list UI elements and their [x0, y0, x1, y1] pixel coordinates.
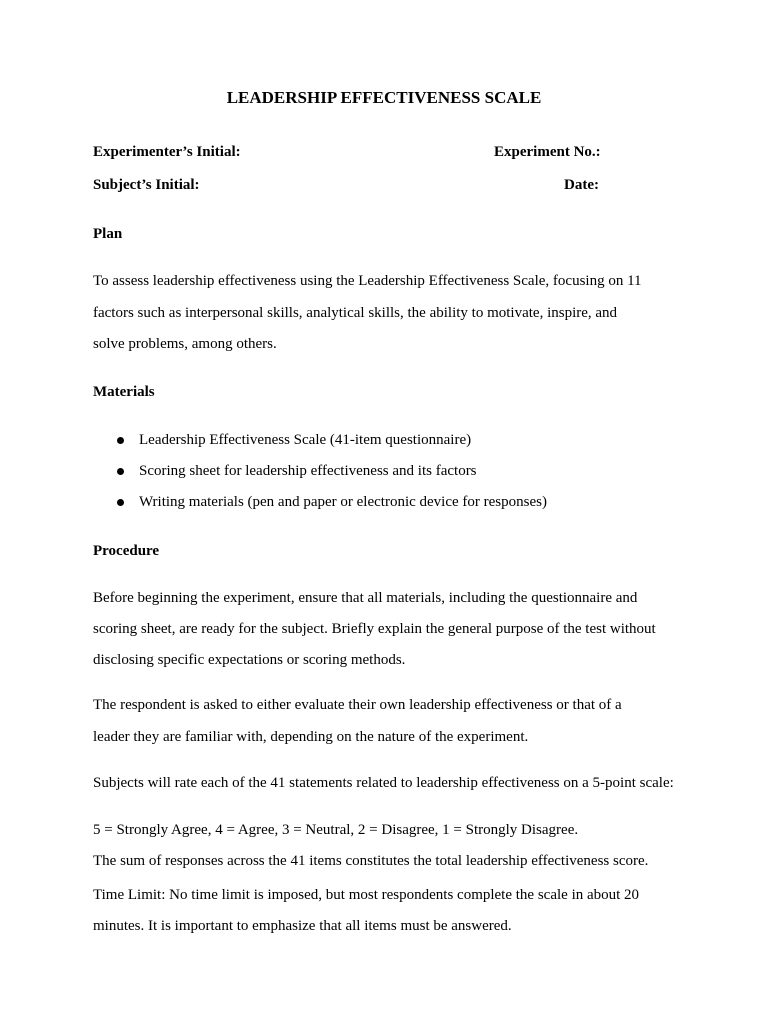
procedure-para1-line: disclosing specific expectations or scoring methods. [93, 652, 406, 668]
bullet-icon [117, 468, 124, 475]
procedure-heading: Procedure [93, 543, 160, 559]
plan-line: To assess leadership effectiveness using the Leadership Effectiveness Scale, focusing on 11 [93, 273, 642, 289]
subject-initial-label: Subject’s Initial: [93, 177, 200, 193]
plan-heading: Plan [93, 226, 123, 242]
procedure-para2-line: leader they are familiar with, depending on the nature of the experiment. [93, 729, 529, 745]
plan-line: factors such as interpersonal skills, analytical skills, the ability to motivate, inspire, and [93, 305, 618, 321]
experimenter-initial-label: Experimenter’s Initial: [93, 144, 241, 160]
plan-line: solve problems, among others. [93, 336, 277, 352]
bullet-icon [117, 499, 124, 506]
procedure-para3: Subjects will rate each of the 41 statements related to leadership effectiveness on a 5-point scale: [93, 775, 674, 791]
materials-item: Leadership Effectiveness Scale (41-item questionnaire) [139, 432, 472, 448]
experiment-no-label: Experiment No.: [494, 144, 601, 160]
date-label: Date: [564, 177, 599, 193]
total-score-text: The sum of responses across the 41 items constitutes the total leadership effectiveness score. [93, 853, 649, 869]
materials-item: Scoring sheet for leadership effectiveness and its factors [139, 463, 477, 479]
rating-scale-text: 5 = Strongly Agree, 4 = Agree, 3 = Neutral, 2 = Disagree, 1 = Strongly Disagree. [93, 822, 579, 838]
time-limit-line: Time Limit: No time limit is imposed, but most respondents complete the scale in about 20 [93, 887, 640, 903]
document-title: LEADERSHIP EFFECTIVENESS SCALE [226, 88, 542, 107]
materials-item: Writing materials (pen and paper or electronic device for responses) [139, 494, 547, 510]
procedure-para1-line: scoring sheet, are ready for the subject. Briefly explain the general purpose of the test without [93, 621, 656, 637]
bullet-icon [117, 437, 124, 444]
materials-heading: Materials [93, 384, 155, 400]
procedure-para2-line: The respondent is asked to either evaluate their own leadership effectiveness or that of a [93, 697, 622, 713]
time-limit-line: minutes. It is important to emphasize that all items must be answered. [93, 918, 512, 934]
procedure-para1-line: Before beginning the experiment, ensure that all materials, including the questionnaire and [93, 590, 638, 606]
